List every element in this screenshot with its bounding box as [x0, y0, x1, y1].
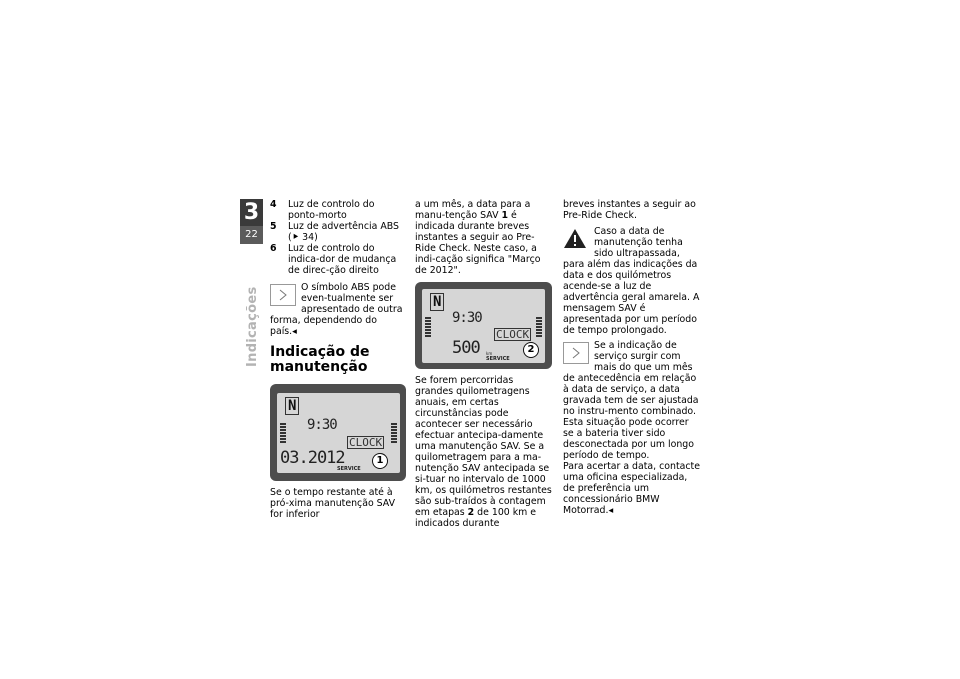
- column-2: [415, 199, 552, 529]
- column-1: [270, 199, 406, 520]
- chapter-number: 3: [240, 199, 263, 226]
- lcd-time: 9:30: [452, 310, 482, 326]
- bar-indicator-left: [425, 317, 431, 338]
- list-item: [270, 243, 406, 276]
- body-text: breves instantes a seguir ao Pre-Ride Check.: [563, 199, 696, 221]
- gear-indicator: N: [285, 397, 299, 415]
- lcd-clock-label: CLOCK: [349, 436, 383, 449]
- callout-marker: 1: [372, 453, 388, 469]
- chapter-marker: [240, 199, 263, 244]
- warning-block: [563, 226, 701, 336]
- lcd-clock-label: CLOCK: [496, 328, 530, 341]
- item-text: Luz de controlo do ponto-morto: [288, 199, 375, 221]
- bar-indicator-left: [280, 423, 286, 444]
- ref-number: 2: [467, 507, 475, 518]
- note-text: O símbolo ABS pode even-tualmente ser apresentado de outra forma, dependendo do país.◂: [270, 282, 403, 337]
- column-3: [563, 199, 701, 516]
- body-text: Se o tempo restante até à pró-xima manutenção SAV for inferior: [270, 487, 396, 520]
- section-heading: Indicação de manutenção: [270, 344, 370, 375]
- item-text: Luz de advertência ABS (⯈ 34): [288, 221, 399, 243]
- item-number: 5: [270, 221, 277, 232]
- list-item: [270, 199, 406, 221]
- warning-text: Caso a data de manutenção tenha sido ultrapassada, para além das indicações da data e dos quilómetros acende-se a luz de advertência geral amarela. A mensagem SAV é apresentada por um período de tempo prolongado.: [563, 226, 700, 336]
- lcd-screen: [277, 393, 400, 473]
- lcd-km-unit: km: [486, 351, 493, 356]
- bar-indicator-right: [391, 423, 397, 444]
- note-block: [563, 340, 701, 461]
- page-number: 22: [245, 229, 258, 240]
- list-item: [270, 221, 406, 243]
- lcd-service-label: SERVICE: [486, 356, 510, 362]
- service-display-1: [270, 384, 406, 481]
- bar-indicator-right: [536, 317, 542, 338]
- body-text: Para acertar a data, contacte uma oficina especializada, de preferência um concessionário BMW Motorrad.◂: [563, 461, 700, 516]
- note-text: Se a indicação de serviço surgir com mais do que um mês de antecedência em relação à data de serviço, a data gravada tem de ser ajustada no instru-mento combinado. Esta situação pode ocorrer se a bateria tiver sido desconectada por um longo período de tempo.: [563, 340, 699, 461]
- item-text: Luz de controlo do indica-dor de mudança de direc-ção direito: [288, 243, 397, 276]
- gear-indicator: N: [430, 293, 444, 311]
- item-number: 6: [270, 243, 277, 254]
- callout-marker: 2: [523, 342, 539, 358]
- lcd-service-km: 500: [452, 338, 480, 358]
- lcd-time: 9:30: [307, 417, 337, 433]
- item-number: 4: [270, 199, 277, 210]
- service-display-2: [415, 282, 552, 369]
- ref-number: 1: [501, 210, 509, 221]
- lcd-service-date: 03.2012: [280, 448, 345, 468]
- warning-triangle-icon: [563, 228, 589, 250]
- note-arrow-icon: [270, 284, 296, 306]
- note-block: [270, 282, 406, 337]
- lcd-screen: [422, 289, 545, 363]
- body-text: a um mês, a data para a manu-tenção SAV 1 é indicada durante breves instantes a seguir ao Pre-Ride Check. Neste caso, a indi-cação significa "Março de 2012".: [415, 199, 541, 276]
- section-title: Indicações: [245, 286, 260, 367]
- note-arrow-icon: [563, 342, 589, 364]
- body-text: Se forem percorridas grandes quilometragens anuais, em certas circunstâncias pode acontecer ser necessário efectuar antecipa-damente uma manutenção SAV. Se a quilometragem para a ma-nutenção SAV antecipada se si-tuar no intervalo de 1000 km, os quilómetros restantes são sub-traídos à contagem em etapas 2 de 100 km e indicados durante: [415, 375, 552, 529]
- lcd-service-label: SERVICE: [337, 466, 361, 472]
